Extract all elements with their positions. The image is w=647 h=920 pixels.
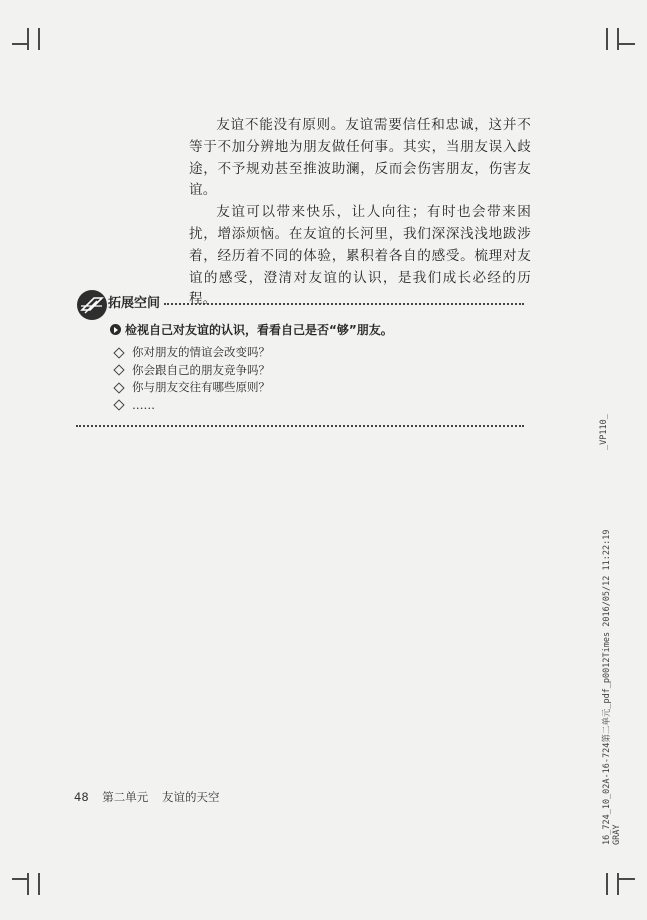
expand-space-icon (76, 289, 108, 321)
unit-label: 第二单元 (102, 790, 149, 804)
crop-mark-top-left-h (12, 43, 27, 45)
diamond-bullet-icon (113, 347, 124, 358)
crop-mark-top-left-v2 (38, 28, 40, 50)
crop-mark-top-left-v1 (27, 28, 29, 50)
expand-space-section (76, 286, 524, 428)
crop-mark-bottom-left-h (12, 878, 27, 880)
margin-gray-label: GRAY (612, 824, 622, 845)
question-text: 你会跟自己的朋友竞争吗？ (132, 362, 270, 377)
body-paragraph-2: 友谊可以带来快乐，让人向往；有时也会带来困扰，增添烦恼。在友谊的长河里，我们深深浅浅地跋涉着，经历着不同的体验，累积着各自的感受。梳理对友谊的感受，澄清对友谊的认识，是我们成长必经的历程。 (189, 204, 531, 308)
body-text (189, 115, 531, 311)
body-paragraph-1: 友谊不能没有原则。友谊需要信任和忠诚，这并不等于不加分辨地为朋友做任何事。其实，当朋友误入歧途，不予规劝甚至推波助澜，反而会伤害朋友，伤害友谊。 (189, 117, 531, 199)
crop-mark-bottom-right-v1 (606, 873, 608, 895)
crop-mark-top-right-v2 (617, 28, 619, 50)
list-item (113, 379, 270, 397)
section-bottom-dotted-rule (76, 425, 524, 427)
question-list (113, 344, 270, 414)
section-task-text: 检视自己对友谊的认识，看看自己是否“够”朋友。 (125, 323, 393, 337)
section-title: 拓展空间 (108, 296, 161, 311)
play-circle-icon (110, 324, 121, 335)
crop-mark-bottom-right-h (619, 878, 635, 880)
diamond-bullet-icon (113, 400, 124, 411)
section-task (110, 321, 393, 338)
section-top-dotted-rule (164, 303, 524, 305)
list-item (113, 344, 270, 362)
question-text: 你对朋友的情谊会改变吗？ (132, 345, 270, 359)
question-text: 你与朋友交往有哪些原则？ (132, 380, 270, 394)
crop-mark-bottom-left-v1 (27, 873, 29, 895)
crop-mark-bottom-left-v2 (38, 873, 40, 895)
page-number: 48 (74, 790, 89, 804)
page-footer (74, 789, 229, 805)
list-item (113, 397, 270, 415)
margin-code-top: _VP110_ (599, 414, 609, 450)
crop-mark-bottom-right-v2 (617, 873, 619, 895)
margin-print-info: 16_724_10_02A-16-724第二单元_pdf_p0012Times 2016/05/12 11:22:19 (602, 529, 612, 845)
question-text: …… (132, 397, 155, 412)
diamond-bullet-icon (113, 365, 124, 376)
crop-mark-top-right-h (619, 43, 635, 45)
list-item (113, 362, 270, 380)
crop-mark-top-right-v1 (606, 28, 608, 50)
unit-title: 友谊的天空 (161, 790, 220, 804)
diamond-bullet-icon (113, 382, 124, 393)
